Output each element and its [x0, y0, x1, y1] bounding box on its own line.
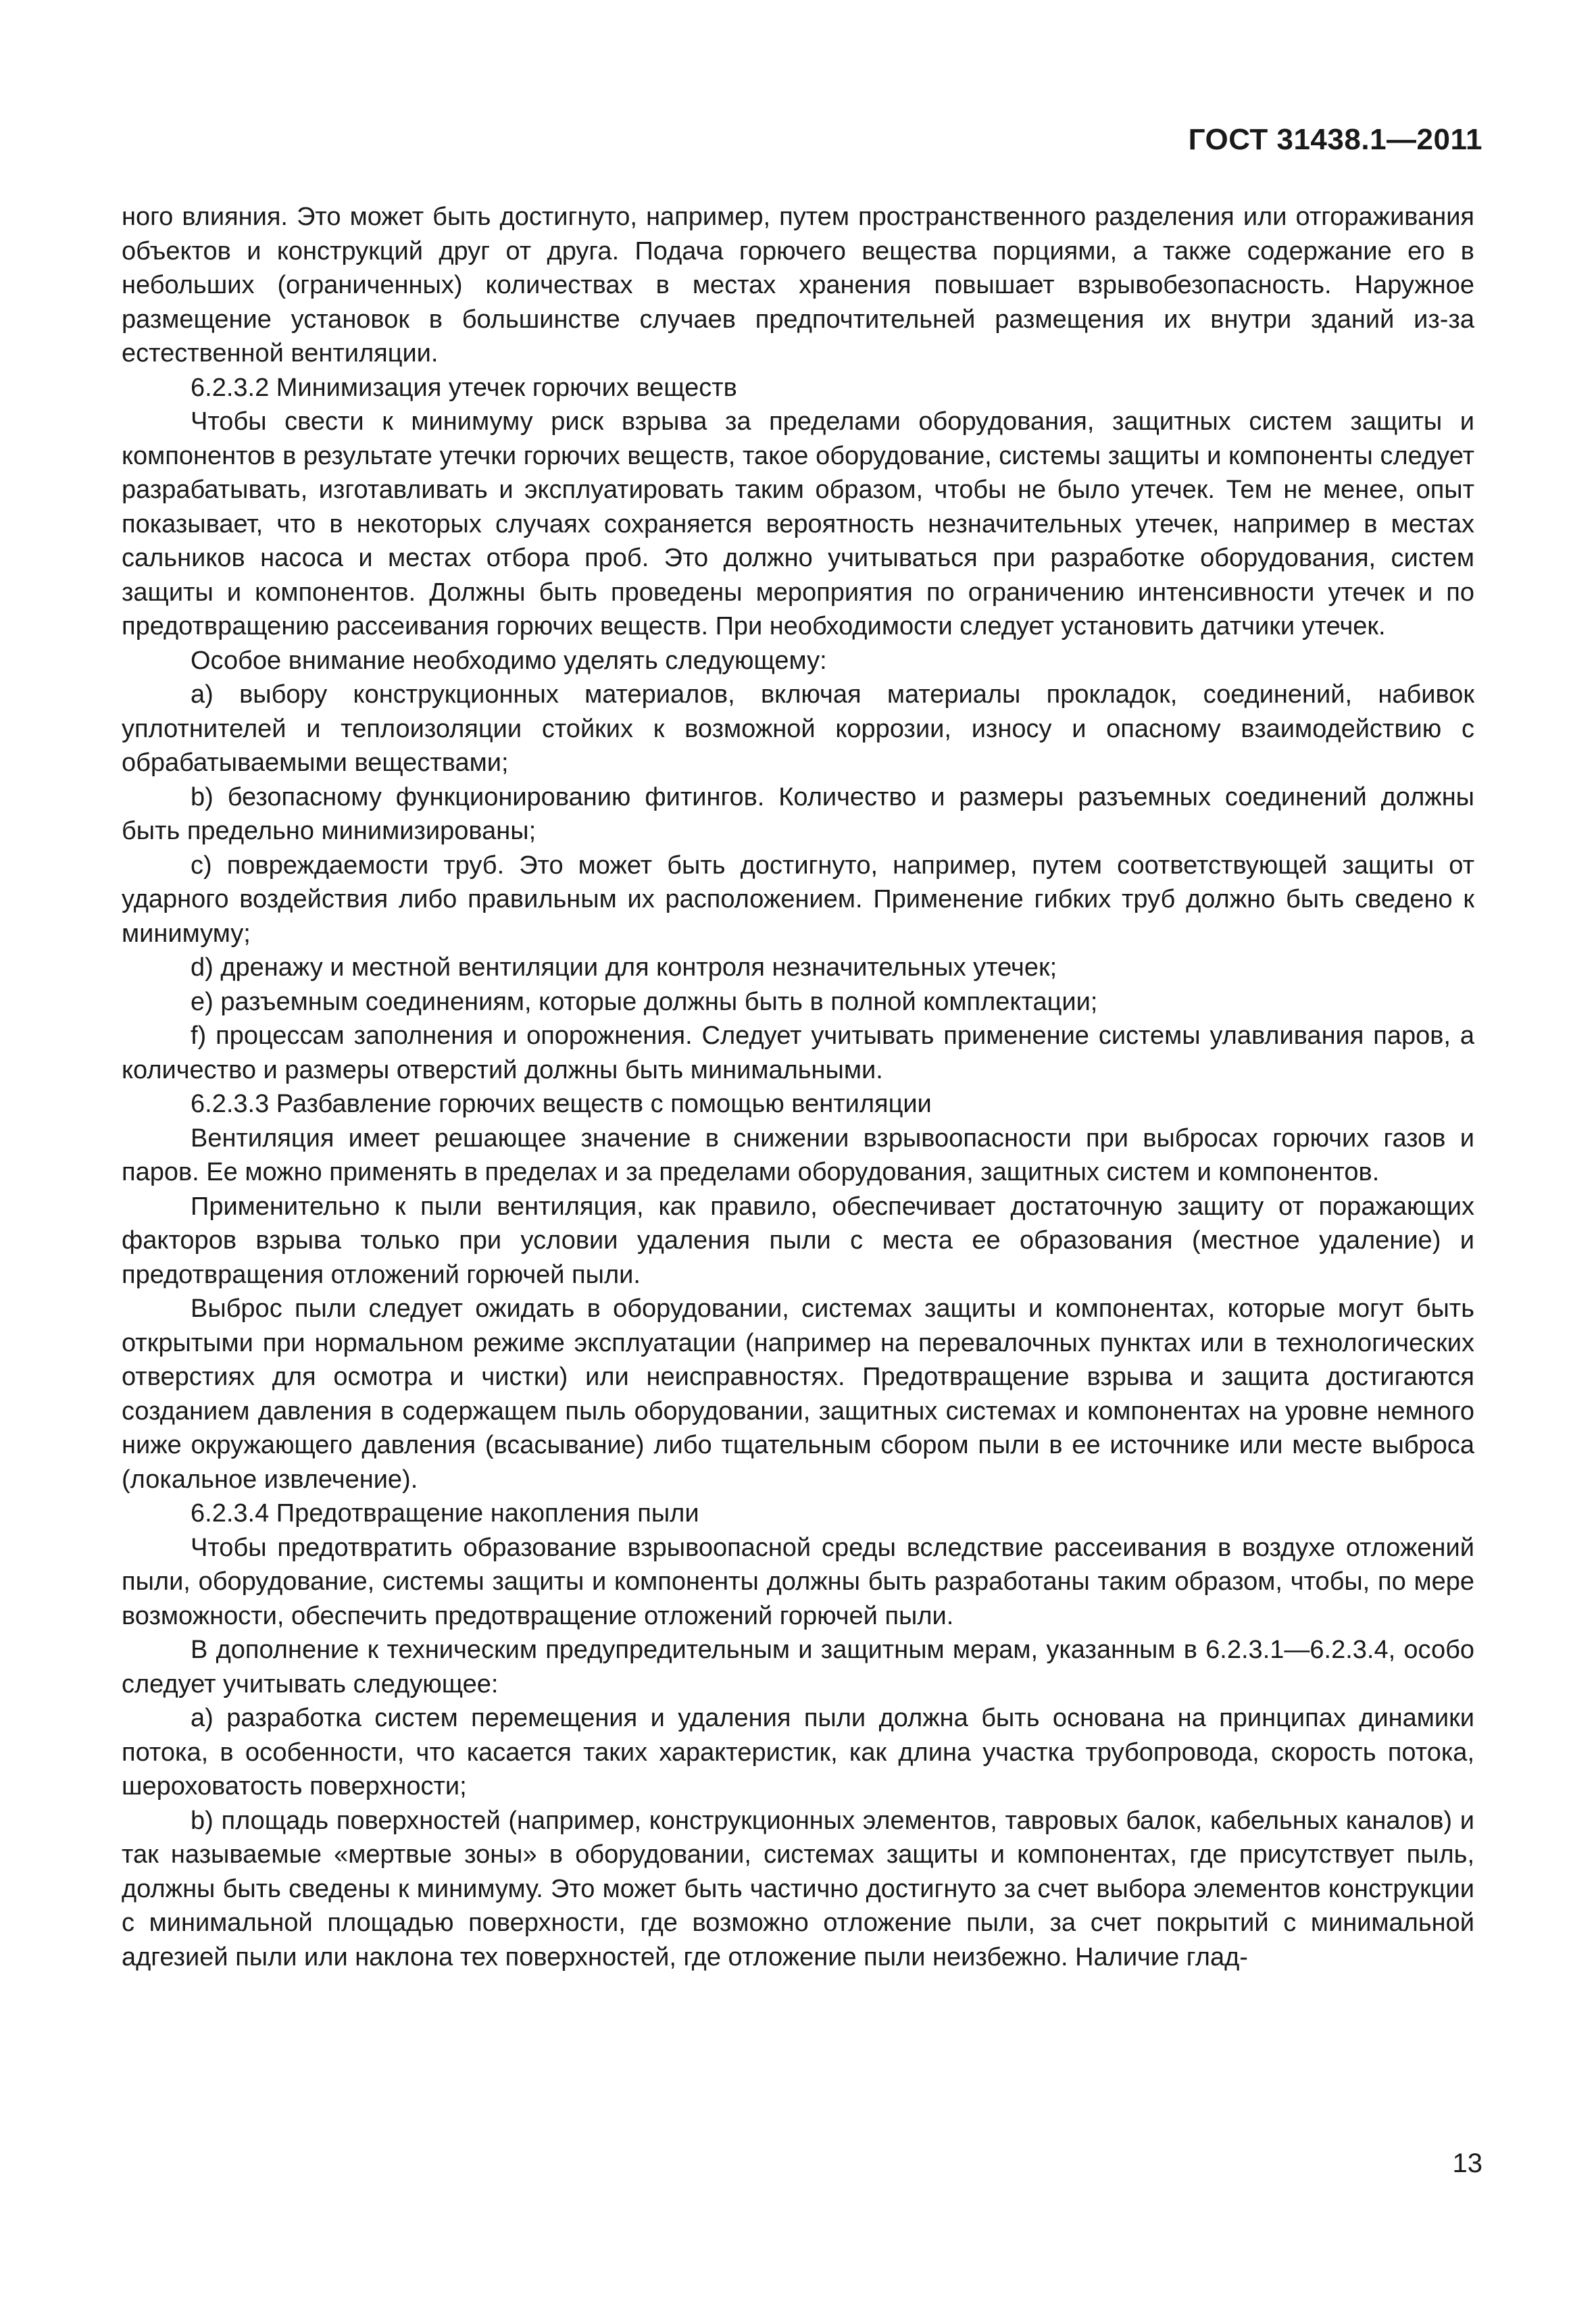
list-item: d) дренажу и местной вентиляции для контроля незначительных утечек; — [191, 953, 1057, 982]
paragraph: Чтобы свести к минимуму риск взрыва за пределами оборудования, защитных систем защиты и компонентов в результате утечки горючих веществ, такое оборудование, системы защиты и компоненты следует разрабатывать, изготавливать и эксплуатировать таким образом, чтобы не было утечек. Тем не менее, опыт показывает, что в некоторых случаях сохраняется вероятность незначительных утечек, например в местах сальников насоса и местах отбора проб. Это должно учитываться при разработке оборудования, систем защиты и компонентов. Должны быть проведены мероприятия по ограничению интенсивности утечек и по предотвращению рассеивания горючих веществ. При необходимости следует установить датчики утечек. — [122, 407, 1474, 640]
list-item: a) выбору конструкционных материалов, включая материалы прокладок, соединений, набивок уплотнителей и теплоизоляции стойких к возможной коррозии, износу и опасному взаимодействию с обрабатываемыми веществами; — [122, 680, 1474, 777]
list-item: b) площадь поверхностей (например, конструкционных элементов, тавровых балок, кабельных каналов) и так называемые «мертвые зоны» в оборудовании, системах защиты и компонентах, где присутствует пыль, должны быть сведены к минимуму. Это может быть частично достигнуто за счет выбора элементов конструкции с минимальной площадью поверхности, где возможно отложение пыли, за счет покрытий с минимальной адгезией пыли или наклона тех поверхностей, где отложение пыли неизбежно. Наличие глад- — [122, 1806, 1474, 1971]
paragraph: В дополнение к техническим предупредительным и защитным мерам, указанным в 6.2.3.1—6.2.3.4, особо следует учитывать следующее: — [122, 1636, 1474, 1699]
document-body — [122, 200, 1474, 1974]
list-item: b) безопасному функционированию фитингов. Количество и размеры разъемных соединений должны быть предельно минимизированы; — [122, 782, 1474, 845]
paragraph: Выброс пыли следует ожидать в оборудовании, системах защиты и компонентах, которые могут быть открытыми при нормальном режиме эксплуатации (например на перевалочных пунктах или в технологических отверстиях для осмотра и чистки) или неисправностях. Предотвращение взрыва и защита достигаются созданием давления в содержащем пыль оборудовании, защитных системах и компонентах на уровне немного ниже окружающего давления (всасывание) либо тщательным сбором пыли в ее источнике или месте выброса (локальное извлечение). — [122, 1294, 1474, 1494]
list-item: c) повреждаемости труб. Это может быть достигнуто, например, путем соответствующей защиты от ударного воздействия либо правильным их расположением. Применение гибких труб должно быть сведено к минимуму; — [122, 851, 1474, 948]
list-item: e) разъемным соединениям, которые должны быть в полной комплектации; — [191, 987, 1098, 1016]
list-item: f) процессам заполнения и опорожнения. Следует учитывать применение системы улавливания паров, а количество и размеры отверстий должны быть минимальными. — [122, 1022, 1474, 1084]
list-item: a) разработка систем перемещения и удаления пыли должна быть основана на принципах динамики потока, в особенности, что касается таких характеристик, как длина участка трубопровода, скорость потока, шероховатость поверхности; — [122, 1704, 1474, 1801]
document-header: ГОСТ 31438.1—2011 — [1188, 123, 1482, 156]
paragraph: Особое внимание необходимо уделять следующему: — [191, 646, 827, 675]
paragraph: Чтобы предотвратить образование взрывоопасной среды вследствие рассеивания в воздухе отложений пыли, оборудование, системы защиты и компоненты должны быть разработаны таким образом, чтобы, по мере возможности, обеспечить предотвращение отложений горючей пыли. — [122, 1533, 1474, 1630]
paragraph: ного влияния. Это может быть достигнуто, например, путем пространственного разделения или отгораживания объектов и конструкций друг от друга. Подача горючего вещества порциями, а также содержание его в небольших (ограниченных) количествах в местах хранения повышает взрывобезопасность. Наружное размещение установок в большинстве случаев предпочтительней размещения их внутри зданий из-за естественной вентиляции. — [122, 203, 1474, 368]
page-number: 13 — [1452, 2148, 1482, 2178]
section-heading: 6.2.3.3 Разбавление горючих веществ с помощью вентиляции — [191, 1090, 932, 1118]
paragraph: Применительно к пыли вентиляция, как правило, обеспечивает достаточную защиту от поражающих факторов взрыва только при условии удаления пыли с места ее образования (местное удаление) и предотвращения отложений горючей пыли. — [122, 1192, 1474, 1289]
section-heading: 6.2.3.4 Предотвращение накопления пыли — [191, 1499, 699, 1528]
paragraph: Вентиляция имеет решающее значение в снижении взрывоопасности при выбросах горючих газов и паров. Ее можно применять в пределах и за пределами оборудования, защитных систем и компонентов. — [122, 1124, 1474, 1186]
section-heading: 6.2.3.2 Минимизация утечек горючих веществ — [191, 373, 737, 402]
